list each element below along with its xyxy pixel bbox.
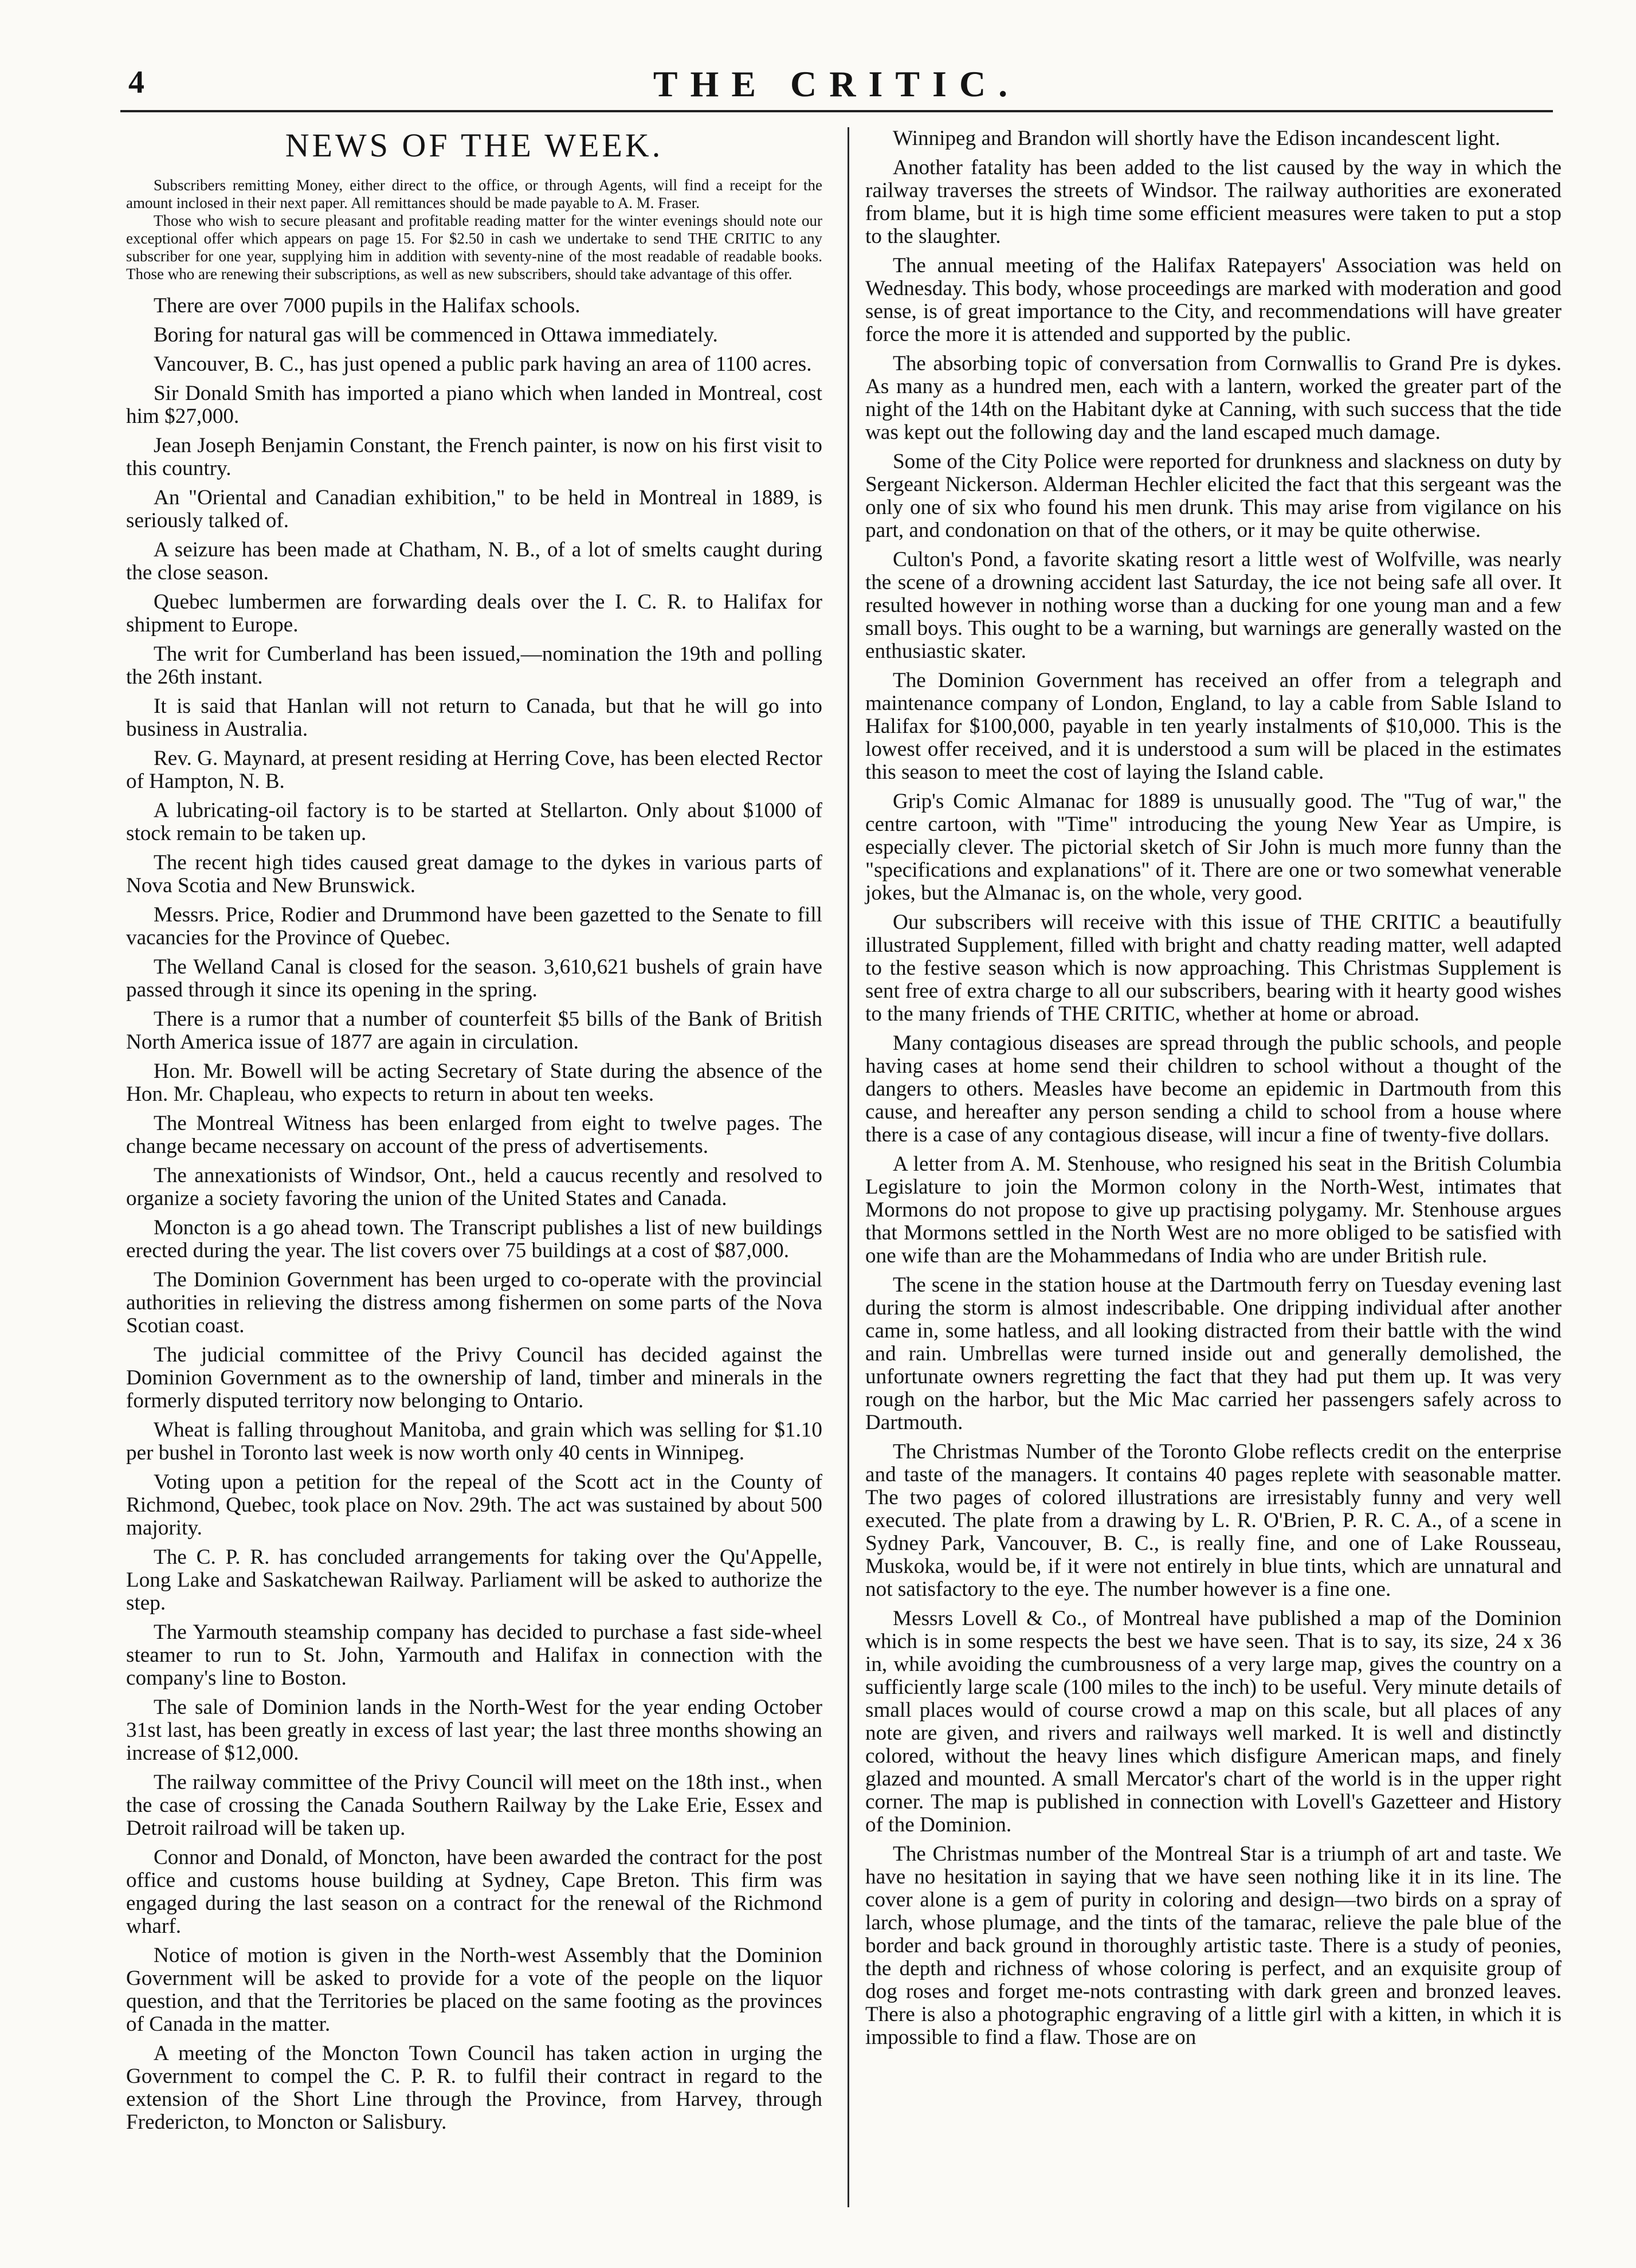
news-item: Another fatality has been added to the list caused by the way in which the railway traverses the streets of Windsor. The railway authorities are exonerated from blame, but it is high time some efficient measures were taken to put a stop to the slaughter.	[865, 156, 1562, 248]
page-number: 4	[128, 65, 144, 100]
news-item: An "Oriental and Canadian exhibition," to be held in Montreal in 1889, is seriously talked of.	[126, 486, 822, 532]
news-item: Messrs. Price, Rodier and Drummond have been gazetted to the Senate to fill vacancies for the Province of Quebec.	[126, 903, 822, 949]
column-divider	[848, 127, 849, 2207]
news-item: Many contagious diseases are spread through the public schools, and people having cases at home send their children to school without a thought of the dangers to others. Measles have become an epidemic in Dartmouth from this cause, and hereafter any person sending a child to school from a house where there is a case of any contagious disease, will incur a fine of twenty-five dollars.	[865, 1031, 1562, 1147]
news-item: The railway committee of the Privy Council will meet on the 18th inst., when the case of crossing the Canada Southern Railway by the Lake Erie, Essex and Detroit railroad will be taken up.	[126, 1771, 822, 1840]
news-item: Rev. G. Maynard, at present residing at Herring Cove, has been elected Rector of Hampton, N. B.	[126, 747, 822, 793]
news-item: Grip's Comic Almanac for 1889 is unusually good. The "Tug of war," the centre cartoon, with "Time" introducing the young New Year as Umpire, is especially clever. The pictorial sketch of Sir John is much more funny than the "specifications and explanations" of it. There are one or two somewhat venerable jokes, but the Almanac is, on the whole, very good.	[865, 790, 1562, 905]
news-item: Jean Joseph Benjamin Constant, the French painter, is now on his first visit to this country.	[126, 434, 822, 480]
news-item: Vancouver, B. C., has just opened a public park having an area of 1100 acres.	[154, 352, 812, 376]
news-item: The Montreal Witness has been enlarged from eight to twelve pages. The change became necessary on account of the press of advertisements.	[126, 1112, 822, 1158]
right-column	[865, 127, 1562, 2055]
news-item: There is a rumor that a number of counterfeit $5 bills of the Bank of British North America issue of 1877 are again in circulation.	[126, 1007, 822, 1054]
news-item: The writ for Cumberland has been issued,—nomination the 19th and polling the 26th instant.	[126, 642, 822, 689]
news-item: A seizure has been made at Chatham, N. B., of a lot of smelts caught during the close season.	[126, 538, 822, 584]
news-item: The Christmas number of the Montreal Star is a triumph of art and taste. We have no hesitation in saying that we have seen nothing like it in its line. The cover alone is a gem of purity in coloring and design—two birds on a spray of larch, whose plumage, and the tints of the tamarac, relieve the pale blue of the border and back ground in thoroughly artistic taste. There is a study of peonies, the depth and richness of whose coloring is perfect, and an exquisite group of dog roses and forget me-nots contrasting with dark green and bronzed leaves. There is also a photographic engraving of a little girl with a kitten, in which it is impossible to find a flaw. Those are on	[865, 1842, 1562, 2049]
news-item: The scene in the station house at the Dartmouth ferry on Tuesday evening last during the storm is almost indescribable. One dripping individual after another came in, some hatless, and all looking distracted from their battle with the wind and rain. Umbrellas were turned inside out and generally demolished, the unfortunate owners regretting the fact that they had put them up. It was very rough on the harbor, but the Mic Mac carried her passengers safely across to Dartmouth.	[865, 1273, 1562, 1434]
news-item: It is said that Hanlan will not return to Canada, but that he will go into business in Australia.	[126, 694, 822, 741]
news-item: A lubricating-oil factory is to be started at Stellarton. Only about $1000 of stock remain to be taken up.	[126, 799, 822, 845]
news-item: The sale of Dominion lands in the North-West for the year ending October 31st last, has been greatly in excess of last year; the last three months showing an increase of $12,000.	[126, 1696, 822, 1765]
news-item: The C. P. R. has concluded arrangements for taking over the Qu'Appelle, Long Lake and Saskatchewan Railway. Parliament will be asked to authorize the step.	[126, 1545, 822, 1615]
winter-offer-notice: Those who wish to secure pleasant and profitable reading matter for the winter evenings should note our exceptional offer which appears on page 15. For $2.50 in cash we undertake to send THE CRITIC to any subscriber for one year, supplying him in addition with seventy-nine of the most readable of readable books. Those who are renewing their subscriptions, as well as new subscribers, should take advantage of this offer.	[126, 212, 822, 282]
news-item: Some of the City Police were reported for drunkness and slackness on duty by Sergeant Nickerson. Alderman Hechler elicited the fact that this sergeant was the only one of six who found his men drunk. This may arise from vigilance on his part, and condonation on that of the others, or it may be quite otherwise.	[865, 450, 1562, 542]
news-item: Our subscribers will receive with this issue of THE CRITIC a beautifully illustrated Supplement, filled with bright and chatty reading matter, well adapted to the festive season which is now approaching. This Christmas Supplement is sent free of extra charge to all our subscribers, bearing with it hearty good wishes to the many friends of THE CRITIC, whether at home or abroad.	[865, 911, 1562, 1026]
news-item: The annual meeting of the Halifax Ratepayers' Association was held on Wednesday. This body, whose proceedings are marked with moderation and good sense, is of great importance to the City, and recommendations will have greater force the more it is attended and supported by the public.	[865, 254, 1562, 346]
news-item: Winnipeg and Brandon will shortly have the Edison incandescent light.	[893, 127, 1501, 150]
news-item: The Dominion Government has been urged to co-operate with the provincial authorities in relieving the distress among fishermen on some parts of the Nova Scotian coast.	[126, 1268, 822, 1337]
news-item: Messrs Lovell & Co., of Montreal have published a map of the Dominion which is in some respects the best we have seen. That is to say, its size, 24 x 36 in, while avoiding the cumbrousness of a very large map, gives the country on a sufficiently large scale (100 miles to the inch) to be useful. Very minute details of small places would of course crowd a map on this scale, but all places of any note are given, and rivers and railways well marked. It is well and distinctly colored, without the heavy lines which disfigure American maps, and finely glazed and mounted. A small Mercator's chart of the world is in the upper right corner. The map is published in connection with Lovell's Gazetteer and History of the Dominion.	[865, 1607, 1562, 1837]
news-item: There are over 7000 pupils in the Halifax schools.	[154, 294, 580, 317]
news-item: Notice of motion is given in the North-west Assembly that the Dominion Government will be asked to provide for a vote of the people on the liquor question, and that the Territories be placed on the same footing as the provinces of Canada in the matter.	[126, 1944, 822, 2036]
news-item: The Christmas Number of the Toronto Globe reflects credit on the enterprise and taste of the managers. It contains 40 pages replete with seasonable matter. The two pages of colored illustrations are irresistably funny and very well executed. The plate from a drawing by L. R. O'Brien, P. R. C. A., of a scene in Sydney Park, Vancouver, B. C., is really fine, and one of Lake Rousseau, Muskoka, would be, if it were not entirely in blue tints, which are unnatural and not satisfactory to the eye. The number however is a fine one.	[865, 1440, 1562, 1601]
news-item: Quebec lumbermen are forwarding deals over the I. C. R. to Halifax for shipment to Europe.	[126, 590, 822, 637]
news-item: The annexationists of Windsor, Ont., held a caucus recently and resolved to organize a society favoring the union of the United States and Canada.	[126, 1164, 822, 1210]
news-item: The absorbing topic of conversation from Cornwallis to Grand Pre is dykes. As many as a hundred men, each with a lantern, worked the greater part of the night of the 14th on the Habitant dyke at Canning, with such success that the tide was kept out the following day and the land escaped much damage.	[865, 352, 1562, 444]
news-item: The recent high tides caused great damage to the dykes in various parts of Nova Scotia and New Brunswick.	[126, 851, 822, 897]
news-item: The Yarmouth steamship company has decided to purchase a fast side-wheel steamer to run to St. John, Yarmouth and Halifax in connection with the company's line to Boston.	[126, 1620, 822, 1690]
news-item: Sir Donald Smith has imported a piano which when landed in Montreal, cost him $27,000.	[126, 382, 822, 428]
news-item: The judicial committee of the Privy Council has decided against the Dominion Government as to the ownership of land, timber and minerals in the formerly disputed territory now belonging to Ontario.	[126, 1343, 822, 1412]
right-news-items	[865, 127, 1562, 2049]
news-item: Voting upon a petition for the repeal of the Scott act in the County of Richmond, Quebec, took place on Nov. 29th. The act was sustained by about 500 majority.	[126, 1470, 822, 1540]
news-item: Culton's Pond, a favorite skating resort a little west of Wolfville, was nearly the scene of a drowning accident last Saturday, the ice not being safe all over. It resulted however in nothing worse than a ducking for one young man and a few small boys. This ought to be a warning, but warnings are generally wasted on the enthusiastic skater.	[865, 548, 1562, 663]
news-item: Wheat is falling throughout Manitoba, and grain which was selling for $1.10 per bushel in Toronto last week is now worth only 40 cents in Winnipeg.	[126, 1418, 822, 1465]
masthead-title: THE CRITIC.	[653, 64, 1021, 104]
section-heading: NEWS OF THE WEEK.	[285, 127, 664, 164]
news-item: A letter from A. M. Stenhouse, who resigned his seat in the British Columbia Legislature to join the Mormon colony in the North-West, intimates that Mormons do not propose to give up practising polygamy. Mr. Stenhouse argues that Mormons settled in the North West are no more obliged to be satisfied with one wife than are the Mohammedans of India who are under British rule.	[865, 1152, 1562, 1268]
news-item: A meeting of the Moncton Town Council has taken action in urging the Government to compel the C. P. R. to fulfil their contract in regard to the extension of the Short Line through the Province, from Harvey, through Fredericton, to Moncton or Salisbury.	[126, 2042, 822, 2134]
news-item: Connor and Donald, of Moncton, have been awarded the contract for the post office and customs house building at Sydney, Cape Breton. This firm was engaged during the last season on a contract for the renewal of the Richmond wharf.	[126, 1846, 822, 1938]
page-header	[120, 63, 1553, 112]
left-news-items	[126, 295, 822, 2134]
subscriber-notice: Subscribers remitting Money, either direct to the office, or through Agents, will find a receipt for the amount inclosed in their next paper. All remittances should be made payable to A. M. Fraser.	[126, 176, 822, 211]
news-item: Boring for natural gas will be commenced in Ottawa immediately.	[154, 323, 718, 347]
news-item: Hon. Mr. Bowell will be acting Secretary of State during the absence of the Hon. Mr. Chapleau, who expects to return in about ten weeks.	[126, 1060, 822, 1106]
news-item: The Dominion Government has received an offer from a telegraph and maintenance company of London, England, to lay a cable from Sable Island to Halifax for $100,000, payable in ten yearly instalments of $10,000. This is the lowest offer received, and it is understood a sum will be placed in the estimates this season to meet the cost of laying the Island cable.	[865, 669, 1562, 784]
news-item: The Welland Canal is closed for the season. 3,610,621 bushels of grain have passed through it since its opening in the spring.	[126, 955, 822, 1002]
left-column	[126, 127, 822, 2140]
news-item: Moncton is a go ahead town. The Transcript publishes a list of new buildings erected during the year. The list covers over 75 buildings at a cost of $87,000.	[126, 1216, 822, 1262]
